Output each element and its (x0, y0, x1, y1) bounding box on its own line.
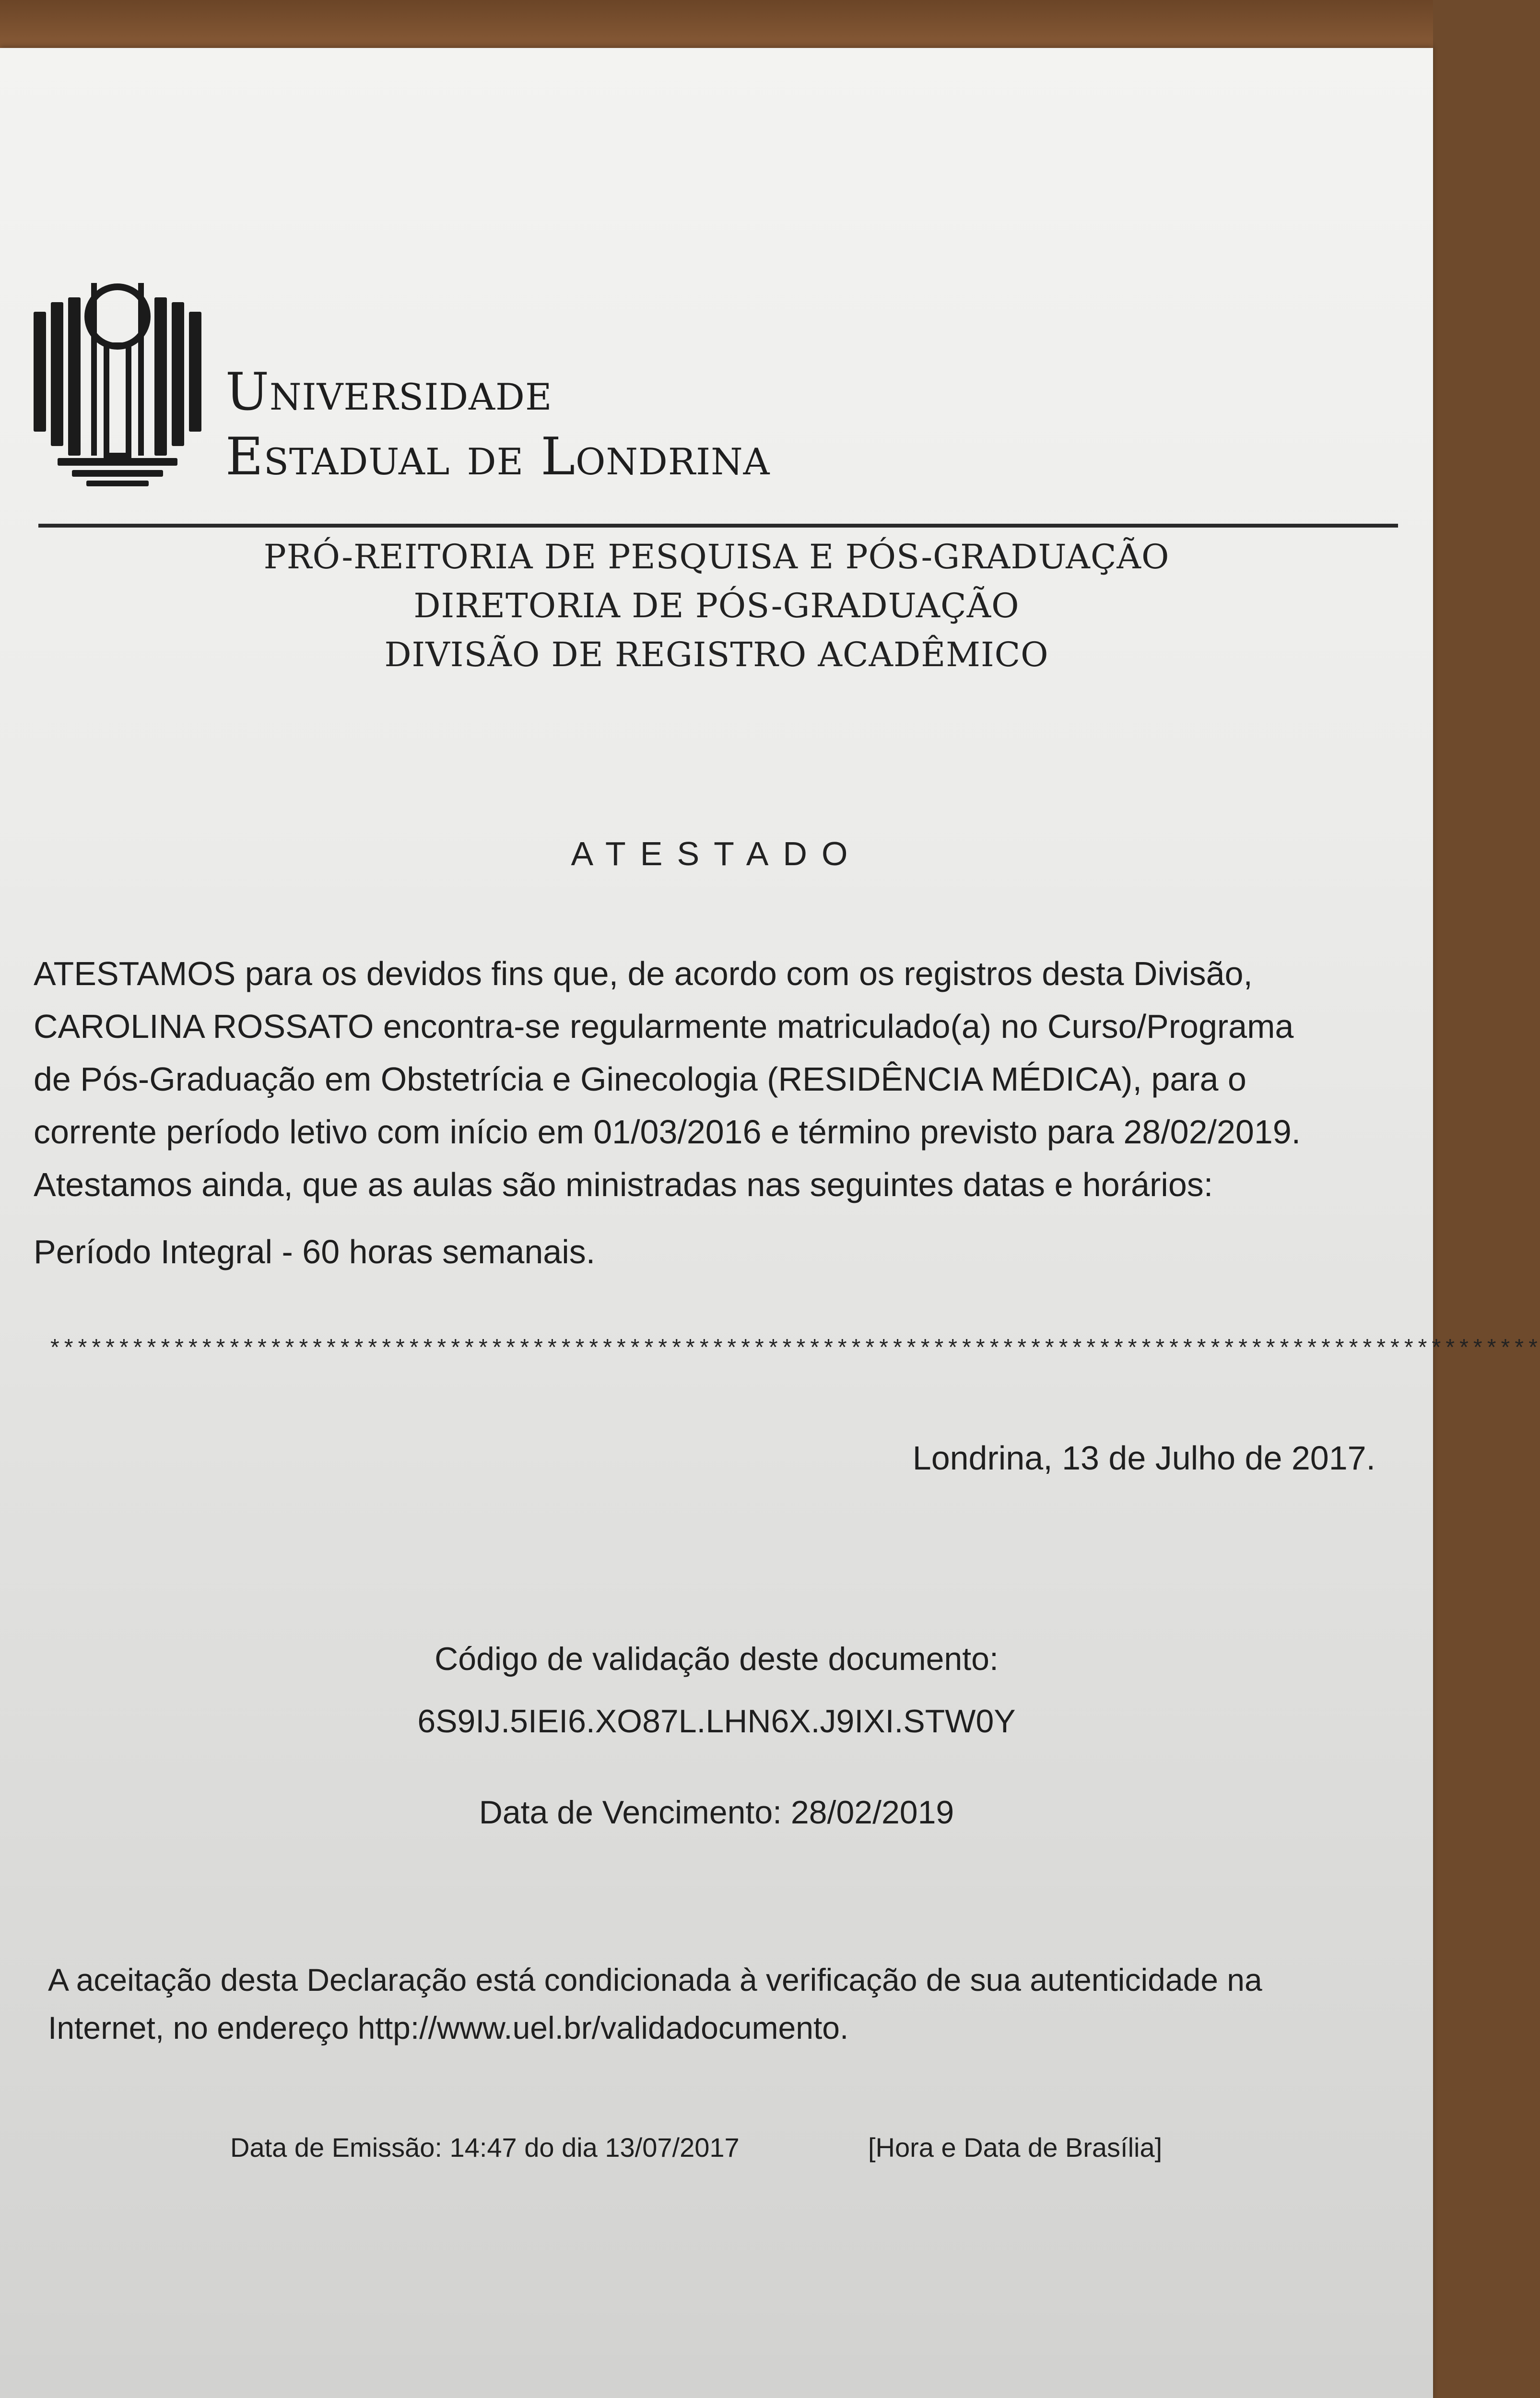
header-divider (38, 524, 1398, 528)
dept-line-divisao: DIVISÃO DE REGISTRO ACADÊMICO (384, 635, 1049, 674)
asterisk-separator: ************************************************************************************************************ (48, 1337, 1540, 1363)
dept-line-pro-reitoria: PRÓ-REITORIA DE PESQUISA E PÓS-GRADUAÇÃO (263, 537, 1170, 576)
uel-logo-icon (29, 269, 206, 494)
validation-code: 6S9IJ.5IEI6.XO87L.LHN6X.J9IXI.STW0Y (417, 1703, 1016, 1740)
document-sheet (0, 48, 1540, 2398)
acceptance-line-2: Internet, no endereço http://www.uel.br/validadocumento. (48, 2010, 849, 2045)
university-name-line1: Universidade (225, 362, 553, 422)
university-name (225, 360, 770, 489)
validation-label: Código de validação deste documento: (435, 1641, 999, 1677)
body-line-2: CAROLINA ROSSATO encontra-se regularmente matriculado(a) no Curso/Programa (34, 1008, 1294, 1045)
document-title: ATESTADO (571, 835, 862, 872)
place-and-date: Londrina, 13 de Julho de 2017. (912, 1439, 1375, 1477)
body-line-1: ATESTAMOS para os devidos fins que, de acordo com os registros desta Divisão, (34, 955, 1253, 992)
university-name-line2: Estadual de Londrina (225, 427, 770, 487)
dept-line-diretoria: DIRETORIA DE PÓS-GRADUAÇÃO (413, 586, 1020, 625)
expiry-date: Data de Vencimento: 28/02/2019 (479, 1794, 954, 1831)
acceptance-line-1: A aceitação desta Declaração está condicionada à verificação de sua autenticidade na (48, 1962, 1262, 1998)
timezone-note: [Hora e Data de Brasília] (868, 2132, 1163, 2163)
body-line-4: corrente período letivo com início em 01/03/2016 e término previsto para 28/02/2019. (34, 1113, 1301, 1151)
schedule-line: Período Integral - 60 horas semanais. (34, 1233, 596, 1270)
body-line-5: Atestamos ainda, que as aulas são ministradas nas seguintes datas e horários: (34, 1166, 1213, 1203)
body-line-3: de Pós-Graduação em Obstetrícia e Ginecologia (RESIDÊNCIA MÉDICA), para o (34, 1060, 1246, 1098)
emission-date: Data de Emissão: 14:47 do dia 13/07/2017 (230, 2132, 740, 2163)
